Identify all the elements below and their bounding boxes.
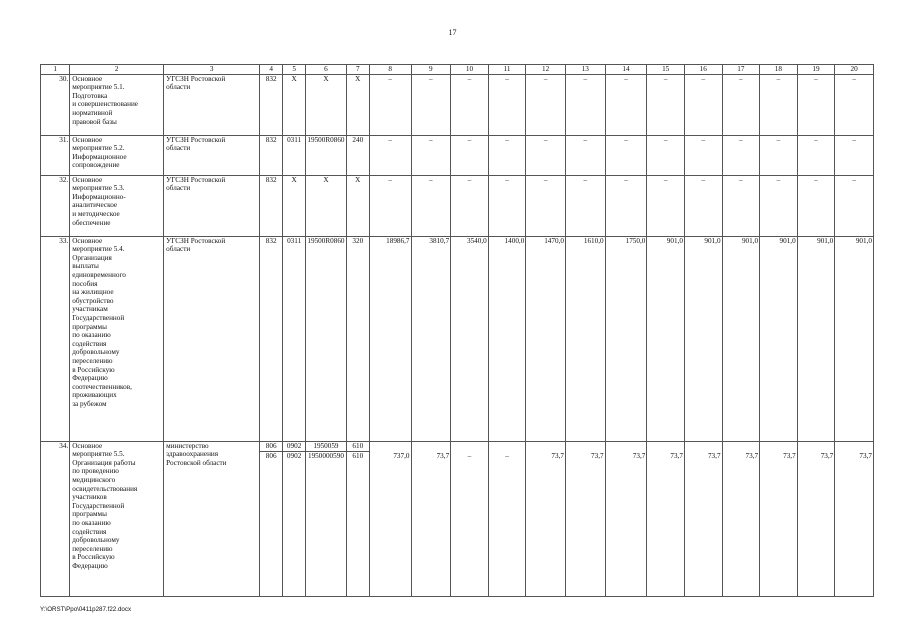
header-cell: 1	[41, 65, 70, 75]
code-grbs-new: 806	[265, 451, 277, 460]
value-cell: –	[488, 441, 526, 596]
value-cell: –	[451, 74, 489, 135]
activity-name: Основное мероприятие 5.3. Информационно- аналитическое и методическое обеспечение	[70, 175, 164, 236]
value-cell: 3810,7	[411, 236, 451, 441]
page-number: 17	[448, 28, 457, 37]
value-cell: 901,0	[722, 236, 760, 441]
header-cell: 15	[647, 65, 685, 75]
header-cell: 10	[451, 65, 489, 75]
header-cell: 7	[346, 65, 369, 75]
program-table	[40, 64, 874, 597]
value-cell: –	[488, 175, 526, 236]
code-csr	[306, 441, 347, 596]
value-cell: 73,7	[411, 441, 451, 596]
value-cell: –	[526, 74, 566, 135]
header-cell: 19	[797, 65, 835, 75]
code-vr: 320	[346, 236, 369, 441]
value-cell: 73,7	[722, 441, 760, 596]
value-cell: –	[526, 135, 566, 175]
value-cell: –	[722, 74, 760, 135]
executor: УГСЗН Ростовской области	[164, 236, 260, 441]
value-cell: 1470,0	[526, 236, 566, 441]
code-rzpr-old: 0902	[283, 442, 305, 452]
header-row	[41, 65, 874, 75]
value-cell: 3540,0	[451, 236, 489, 441]
value-cell: 737,0	[369, 441, 411, 596]
code-vr-new: 610	[352, 451, 364, 460]
code-grbs: 832	[260, 236, 283, 441]
value-cell: –	[797, 135, 835, 175]
code-rzpr	[283, 441, 306, 596]
code-rzpr: X	[283, 175, 306, 236]
table-row	[41, 236, 874, 441]
code-grbs: 832	[260, 74, 283, 135]
code-grbs	[260, 441, 283, 596]
value-cell: –	[411, 135, 451, 175]
code-csr-new: 1950000590	[307, 451, 344, 460]
row-number: 30.	[41, 74, 70, 135]
value-cell: 73,7	[647, 441, 685, 596]
value-cell: –	[411, 175, 451, 236]
value-cell: 73,7	[835, 441, 874, 596]
code-csr: X	[306, 175, 347, 236]
code-rzpr: 0311	[283, 135, 306, 175]
value-cell: –	[684, 74, 722, 135]
value-cell: –	[760, 175, 798, 236]
code-vr: X	[346, 175, 369, 236]
value-cell: 901,0	[647, 236, 685, 441]
value-cell: –	[684, 175, 722, 236]
value-cell: 901,0	[797, 236, 835, 441]
value-cell: 73,7	[760, 441, 798, 596]
value-cell: –	[684, 135, 722, 175]
code-csr: 19500R0860	[306, 236, 347, 441]
value-cell: 901,0	[760, 236, 798, 441]
executor: УГСЗН Ростовской области	[164, 135, 260, 175]
code-grbs: 832	[260, 135, 283, 175]
table-row	[41, 74, 874, 135]
value-cell: 1750,0	[605, 236, 647, 441]
code-csr: 19500R0860	[306, 135, 347, 175]
value-cell: 18986,7	[369, 236, 411, 441]
value-cell: 73,7	[526, 441, 566, 596]
header-cell: 6	[306, 65, 347, 75]
value-cell: 73,7	[684, 441, 722, 596]
code-vr	[346, 441, 369, 596]
row-number: 33.	[41, 236, 70, 441]
header-cell: 2	[70, 65, 164, 75]
header-cell: 16	[684, 65, 722, 75]
value-cell: –	[565, 135, 605, 175]
code-csr-old: 1950059	[306, 442, 346, 452]
code-rzpr: X	[283, 74, 306, 135]
value-cell: –	[722, 175, 760, 236]
value-cell: –	[369, 135, 411, 175]
value-cell: –	[451, 135, 489, 175]
value-cell: –	[605, 74, 647, 135]
header-cell: 4	[260, 65, 283, 75]
row-number: 32.	[41, 175, 70, 236]
header-cell: 17	[722, 65, 760, 75]
code-vr-old: 610	[347, 442, 369, 452]
value-cell: –	[835, 175, 874, 236]
value-cell: –	[565, 175, 605, 236]
header-cell: 12	[526, 65, 566, 75]
value-cell: –	[760, 74, 798, 135]
table-row	[41, 135, 874, 175]
activity-name: Основное мероприятие 5.2. Информационное сопровождение	[70, 135, 164, 175]
header-cell: 20	[835, 65, 874, 75]
value-cell: 901,0	[684, 236, 722, 441]
code-vr: X	[346, 74, 369, 135]
activity-name: Основное мероприятие 5.1. Подготовка и совершенствование нормативной правовой базы	[70, 74, 164, 135]
value-cell: 901,0	[835, 236, 874, 441]
code-csr: X	[306, 74, 347, 135]
value-cell: –	[722, 135, 760, 175]
file-path-footer: Y:\ORST\Ppo\0411p287.f22.docx	[40, 606, 132, 613]
header-cell: 9	[411, 65, 451, 75]
value-cell: –	[369, 175, 411, 236]
code-grbs-old: 806	[260, 442, 282, 452]
value-cell: –	[526, 175, 566, 236]
value-cell: –	[369, 74, 411, 135]
code-grbs: 832	[260, 175, 283, 236]
value-cell: –	[605, 175, 647, 236]
value-cell: 1610,0	[565, 236, 605, 441]
executor: УГСЗН Ростовской области	[164, 175, 260, 236]
table-row	[41, 175, 874, 236]
row-number: 31.	[41, 135, 70, 175]
header-cell: 8	[369, 65, 411, 75]
activity-name: Основное мероприятие 5.5. Организация работы по проведению медицинского освидетельствования участников Государственной программы по оказанию содействия добровольному переселению в Российскую Федерацию	[70, 441, 164, 596]
value-cell: 73,7	[605, 441, 647, 596]
value-cell: –	[488, 74, 526, 135]
activity-name: Основное мероприятие 5.4. Организация выплаты единовременного пособия на жилищное обустройство участникам Государственной программы по оказанию содействия добровольному переселению в Российскую Федерацию соотечественников, проживающих за рубежом	[70, 236, 164, 441]
value-cell: –	[647, 135, 685, 175]
header-cell: 5	[283, 65, 306, 75]
value-cell: –	[647, 175, 685, 236]
code-vr: 240	[346, 135, 369, 175]
code-rzpr: 0311	[283, 236, 306, 441]
value-cell: –	[411, 74, 451, 135]
executor: министерство здравоохранения Ростовской области	[164, 441, 260, 596]
value-cell: –	[797, 74, 835, 135]
value-cell: –	[835, 135, 874, 175]
header-cell: 11	[488, 65, 526, 75]
value-cell: 73,7	[797, 441, 835, 596]
value-cell: –	[565, 74, 605, 135]
value-cell: –	[451, 441, 489, 596]
value-cell: –	[605, 135, 647, 175]
header-cell: 14	[605, 65, 647, 75]
value-cell: 73,7	[565, 441, 605, 596]
table-row	[41, 441, 874, 596]
value-cell: –	[797, 175, 835, 236]
executor: УГСЗН Ростовской области	[164, 74, 260, 135]
value-cell: –	[760, 135, 798, 175]
code-rzpr-new: 0902	[286, 451, 302, 460]
value-cell: –	[451, 175, 489, 236]
value-cell: –	[647, 74, 685, 135]
value-cell: –	[488, 135, 526, 175]
value-cell: 1400,0	[488, 236, 526, 441]
header-cell: 13	[565, 65, 605, 75]
row-number: 34.	[41, 441, 70, 596]
header-cell: 18	[760, 65, 798, 75]
header-cell: 3	[164, 65, 260, 75]
value-cell: –	[835, 74, 874, 135]
